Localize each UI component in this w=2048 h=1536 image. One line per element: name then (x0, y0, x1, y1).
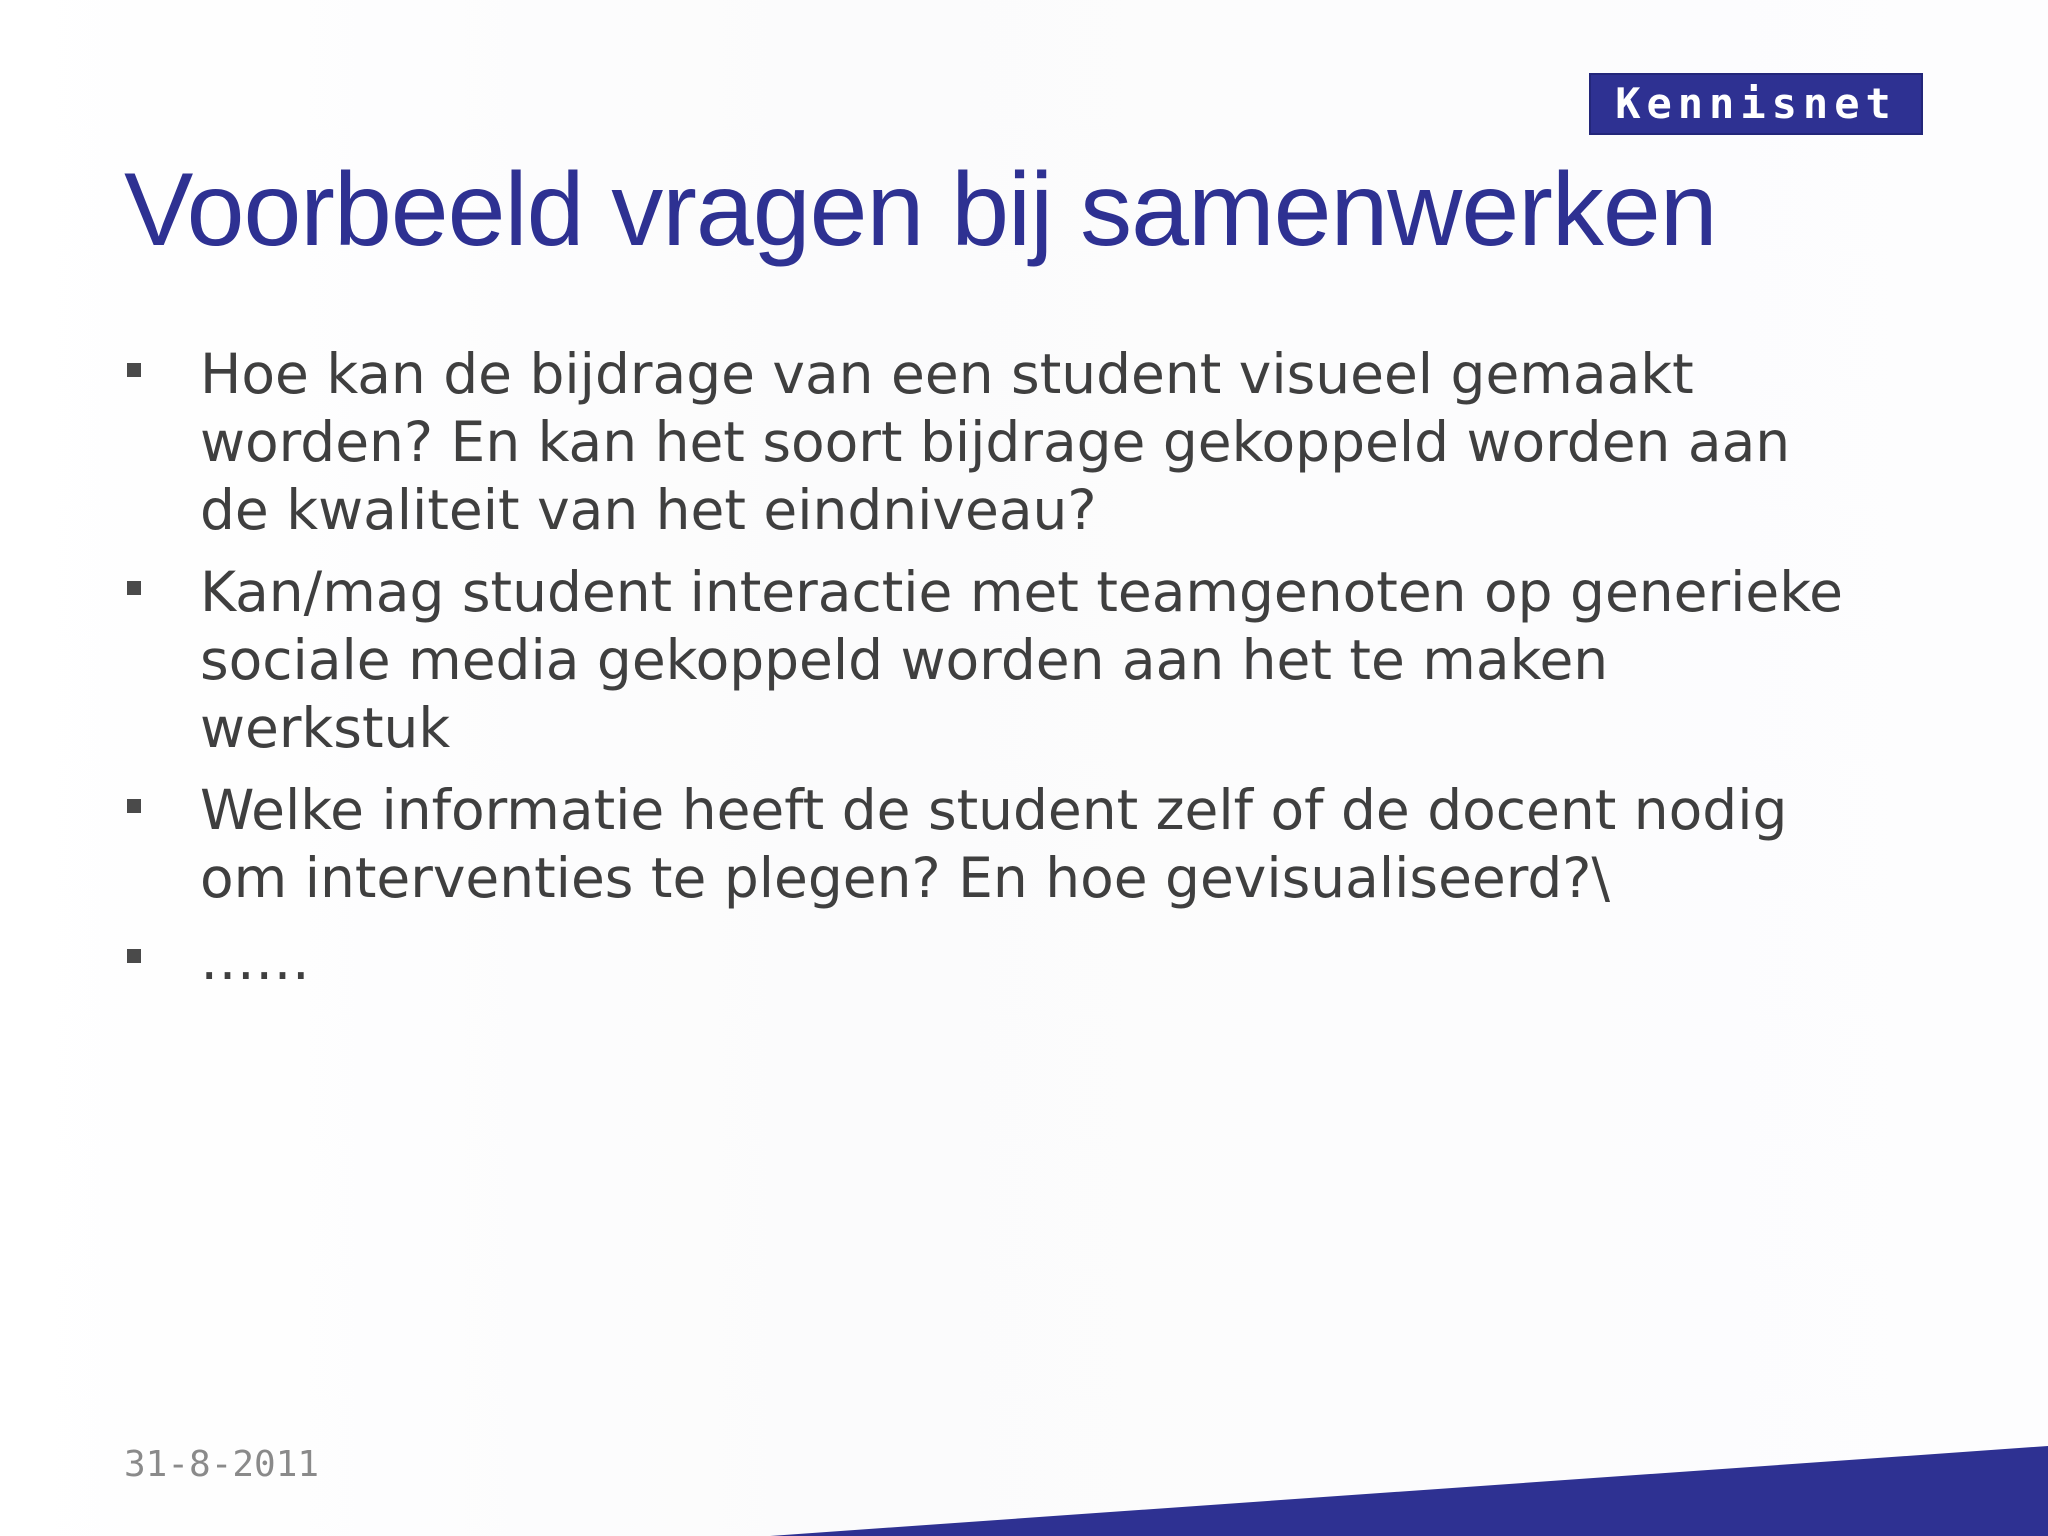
bullet-line: Welke informatie heeft de student zelf of de docent nodig (200, 778, 1788, 842)
bullet-line: werkstuk (200, 696, 451, 760)
slide-title: Voorbeeld vragen bij samenwerken (124, 152, 1717, 268)
bullet-line: Kan/mag student interactie met teamgenoten op generieke (200, 560, 1843, 624)
bullet-line: sociale media gekoppeld worden aan het te maken (200, 628, 1609, 692)
logo-text: Kennisnet (1615, 79, 1897, 128)
bullet-line: …… (200, 928, 310, 992)
bullet-line: worden? En kan het soort bijdrage gekoppeld worden aan (200, 410, 1791, 474)
bullet-line: om interventies te plegen? En hoe gevisualiseerd?\ (200, 846, 1611, 910)
bullet-line: Hoe kan de bijdrage van een student visueel gemaakt (200, 342, 1694, 406)
bullet-line: de kwaliteit van het eindniveau? (200, 478, 1097, 542)
footer-wedge (770, 1446, 2048, 1536)
slide-date: 31-8-2011 (124, 1444, 320, 1485)
